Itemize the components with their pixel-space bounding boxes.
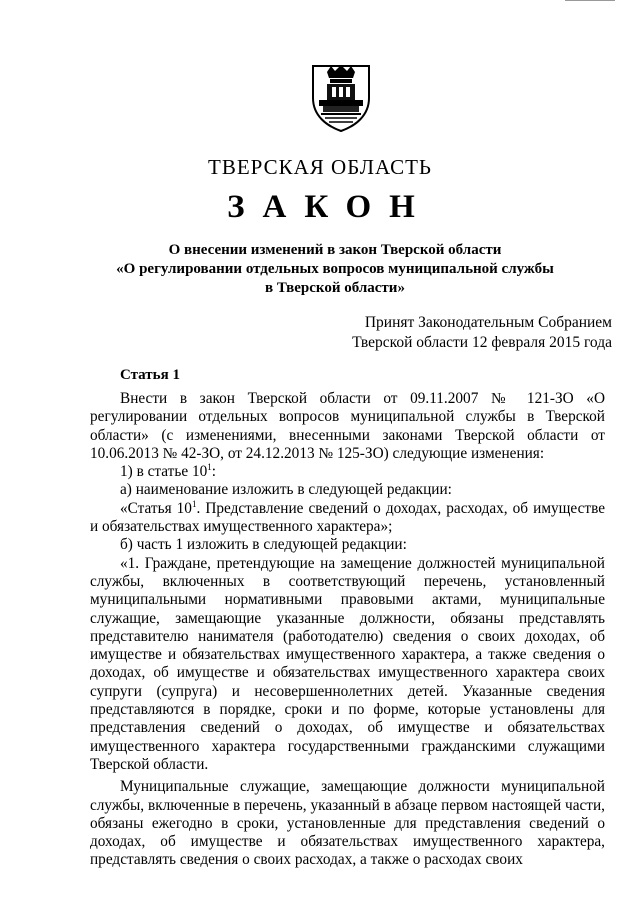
adoption-line: Принят Законодательным Собранием xyxy=(364,314,612,331)
paragraph: «1. Граждане, претендующие на замещение должностей муниципальной службы, включенных в соответствующий перечень, установленный муниципальными нормативными правовыми актами, муниципальные служащие, замещающие указанные должности, обязаны представлять представителю нанимателя (работодателю) сведения о своих доходах, об имуществе и обязательствах имущественного характера, а также сведения о доходах, об имуществе и обязательствах имущественного характера своих супруги (супруга) и несовершеннолетних детей. Указанные сведения представляются в порядке, сроки и по форме, которые установлены для представления сведений о доходах, об имуществе и обязательствах имущественного характера государственными гражданскими служащими Тверской области. xyxy=(90,554,605,773)
law-subject-line: «О регулировании отдельных вопросов муниципальной службы xyxy=(116,261,554,277)
paragraph xyxy=(90,500,605,537)
paragraph: Муниципальные служащие, замещающие должности муниципальной службы, включенные в перечень, указанный в абзаце первом настоящей части, обязаны ежегодно в сроки, установленные для представления сведений о доходах, об имуществе и обязательствах имущественного характера, представлять сведения о своих расходах, а также о расходах своих xyxy=(90,778,605,869)
article-body xyxy=(90,390,605,870)
scan-edge-line xyxy=(565,0,615,1)
law-title: ЗАКОН xyxy=(227,189,433,225)
adoption-note xyxy=(352,313,612,353)
paragraph-text: : xyxy=(211,463,216,481)
paragraph-text: 1) в статье 10 xyxy=(120,463,208,481)
paragraph: а) наименование изложить в следующей редакции: xyxy=(120,481,452,499)
superscript: 1 xyxy=(191,498,197,509)
region-title: ТВЕРСКАЯ ОБЛАСТЬ xyxy=(208,155,432,179)
superscript: 1 xyxy=(207,462,212,473)
adoption-line: Тверской области 12 февраля 2015 года xyxy=(352,334,612,351)
paragraph-text: «Статья 10 xyxy=(120,499,192,517)
paragraph-text: . Представление сведений о доходах, расходах, об имуществе и обязательствах имущественного характера»; xyxy=(90,499,605,536)
paragraph: б) часть 1 изложить в следующей редакции: xyxy=(120,536,407,554)
tver-coat-of-arms-icon xyxy=(305,62,377,134)
law-subject-line: О внесении изменений в закон Тверской области xyxy=(168,242,502,258)
paragraph: Внести в закон Тверской области от 09.11.2007 № 121-ЗО «О регулировании отдельных вопросов муниципальной службы в Тверской области» (с изменениями, внесенными законами Тверской области от 10.06.2013 № 42-ЗО, от 24.12.2013 № 125-ЗО) следующие изменения: xyxy=(90,390,605,462)
article-heading: Статья 1 xyxy=(120,367,180,383)
law-subject xyxy=(95,241,575,298)
paragraph xyxy=(90,463,605,481)
law-subject-line: в Тверской области» xyxy=(265,280,405,296)
